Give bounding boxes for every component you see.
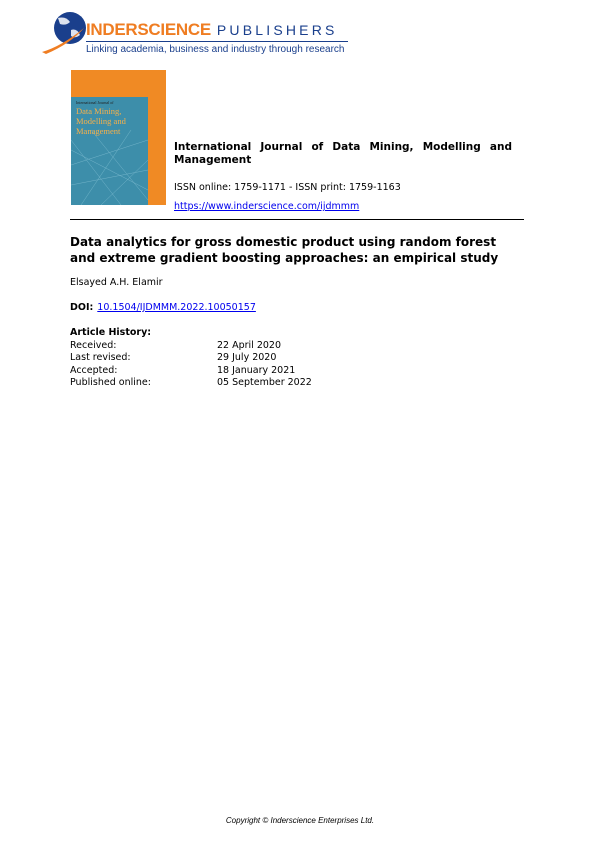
history-label: Published online: <box>70 377 151 388</box>
doi-link[interactable]: 10.1504/IJDMMM.2022.10050157 <box>97 302 256 313</box>
history-row-last-revised <box>70 352 370 365</box>
history-value: 05 September 2022 <box>217 377 312 388</box>
article-title: Data analytics for gross domestic product using random forest and extreme gradient boosting approaches: an empirical study <box>70 235 499 265</box>
cover-pattern <box>71 70 166 205</box>
issn-line: ISSN online: 1759-1171 - ISSN print: 1759-1163 <box>174 182 401 193</box>
history-label: Accepted: <box>70 364 118 376</box>
article-history <box>70 327 370 390</box>
history-label: Received: <box>70 339 117 351</box>
doi-line <box>70 302 256 313</box>
publisher-name-secondary: PUBLISHERS <box>216 22 338 38</box>
publisher-logo <box>40 8 360 58</box>
header-divider <box>70 219 524 220</box>
journal-info <box>174 141 512 213</box>
journal-title: International Journal of Data Mining, Modelling and Management <box>174 141 512 166</box>
publisher-name-primary: INDERSCIENCE <box>86 20 211 39</box>
history-row-accepted <box>70 365 370 378</box>
doi-label: DOI: <box>70 302 94 313</box>
copyright-notice: Copyright © Inderscience Enterprises Ltd. <box>225 816 375 825</box>
history-row-published-online <box>70 377 370 390</box>
history-value: 18 January 2021 <box>217 364 296 376</box>
author-name: Elsayed A.H. Elamir <box>70 277 163 288</box>
article-history-heading: Article History: <box>70 327 152 338</box>
history-label: Last revised: <box>70 352 131 363</box>
history-value: 29 July 2020 <box>217 352 277 363</box>
publisher-tagline: Linking academia, business and industry through research <box>86 44 345 55</box>
cover-small-text: International Journal of <box>76 100 114 105</box>
cover-title: Data Mining, Modelling and Management <box>76 106 126 136</box>
journal-url-link[interactable]: https://www.inderscience.com/ijdmmm <box>174 201 360 212</box>
logo-underline <box>86 41 348 42</box>
journal-cover-image <box>71 70 166 205</box>
publisher-name <box>86 20 338 40</box>
history-value: 22 April 2020 <box>217 339 282 351</box>
history-row-received <box>70 340 370 353</box>
